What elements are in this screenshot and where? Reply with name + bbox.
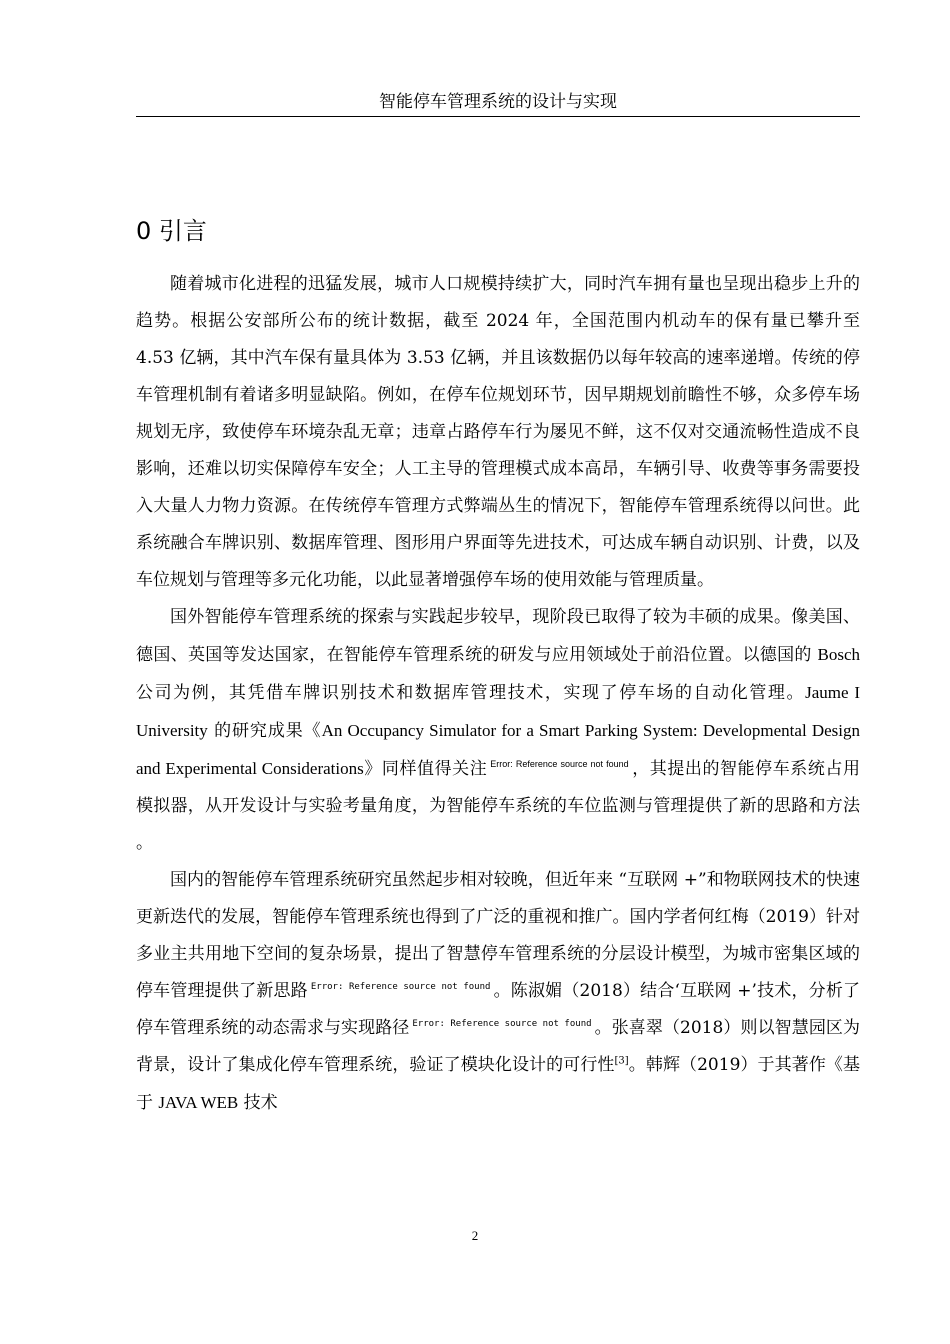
paragraph-3-text: 。张喜翠（2018）则以智慧园区为背景，设计了集成化停车管理系统，验证了模块化设计的可行性 (136, 1018, 860, 1075)
reference-error: Error: Reference source not found (490, 759, 629, 770)
reference-error: Error: Reference source not found (310, 982, 491, 993)
section-heading: 0 引言 (136, 217, 207, 245)
tech-name: JAVA WEB (158, 1093, 239, 1112)
paragraph-2-text: 公司为例，其凭借车牌识别技术和数据库管理技术，实现了停车场的自动化管理。 (136, 683, 806, 703)
paragraph-2-text: 》同样值得关注 (363, 759, 488, 779)
company-name: Bosch (817, 645, 860, 664)
paragraph-2-text: ，其提出的智能停车系统占用模拟器，从开发设计与实验考量角度，为智能停车系统的车位监测与管理提供了新的思路和方法 。 (136, 759, 861, 853)
paragraph-2 (136, 599, 860, 862)
body-text (136, 266, 860, 1122)
paragraph-3-text: 技术 (238, 1093, 278, 1113)
paper-title: An Occupancy Simulator for a Smart Parking System: Developmental Design and Experimental Considerations (136, 721, 860, 778)
paragraph-3-text: 。陈淑媚（2018）结合‘互联网 +’技术，分析了停车管理系统的动态需求与实现路径 (136, 981, 861, 1038)
page-number: 2 (471, 1228, 479, 1243)
paragraph-3-text: 。韩辉（2019）于其著作《基于 (136, 1055, 861, 1113)
paragraph-1: 随着城市化进程的迅猛发展，城市人口规模持续扩大，同时汽车拥有量也呈现出稳步上升的趋势。根据公安部所公布的统计数据，截至 2024 年，全国范围内机动车的保有量已攀升至 4.53 亿辆，其中汽车保有量具体为 3.53 亿辆，并且该数据仍以每年较高的速率递增。传统的停车管理机制有着诸多明显缺陷。例如，在停车位规划环节，因早期规划前瞻性不够，众多停车场规划无序，致使停车环境杂乱无章；违章占路停车行为屡见不鲜，这不仅对交通流畅性造成不良影响，还难以切实保障停车安全；人工主导的管理模式成本高昂，车辆引导、收费等事务需要投入大量人力物力资源。在传统停车管理方式弊端丛生的情况下，智能停车管理系统得以问世。此系统融合车牌识别、数据库管理、图形用户界面等先进技术，可达成车辆自动识别、计费，以及车位规划与管理等多元化功能，以此显著增强停车场的使用效能与管理质量。 (136, 274, 860, 590)
paragraph-3 (136, 862, 860, 1122)
paragraph-2-text: 的研究成果《 (207, 721, 322, 741)
citation-marker: [3] (614, 1055, 629, 1067)
reference-error: Error: Reference source not found (412, 1019, 592, 1030)
paragraph-3-text: 国内的智能停车管理系统研究虽然起步相对较晚，但近年来 “互联网 +”和物联网技术的快速更新迭代的发展，智能停车管理系统也得到了广泛的重视和推广。国内学者何红梅（2019）针对多业主共用地下空间的复杂场景，提出了智慧停车管理系统的分层设计模型，为城市密集区域的停车管理提供了新思路 (136, 870, 860, 1001)
university-name: Jaume I University (136, 683, 861, 740)
running-header: 智能停车管理系统的设计与实现 (136, 90, 860, 117)
paragraph-2-text: 国外智能停车管理系统的探索与实践起步较早，现阶段已取得了较为丰硕的成果。像美国、德国、英国等发达国家，在智能停车管理系统的研发与应用领域处于前沿位置。以德国的 (136, 607, 860, 665)
